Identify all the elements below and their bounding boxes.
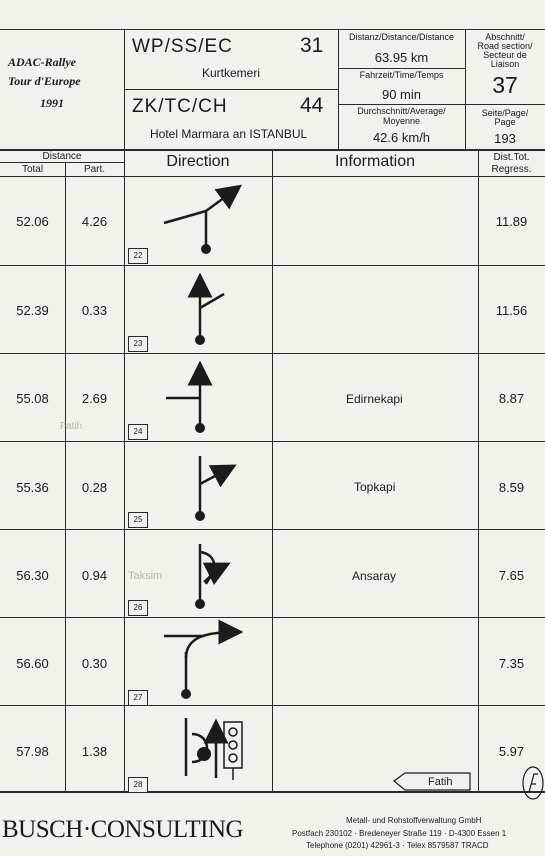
- row-number: 23: [128, 336, 148, 352]
- rally-name-line2: Tour d'Europe: [8, 74, 81, 88]
- wp-place: Kurtkemeri: [202, 66, 261, 80]
- footer-line1: Metall- und Rohstoffverwaltung GmbH: [346, 816, 482, 825]
- direction-diagram: [124, 442, 272, 530]
- row-part: 1.38: [81, 744, 108, 759]
- zk-number: 44: [300, 94, 324, 117]
- row-part: 0.28: [81, 480, 108, 495]
- row-part: 4.26: [81, 214, 108, 229]
- wp-number: 31: [300, 34, 324, 57]
- row-part: 0.33: [81, 303, 108, 318]
- distance-value: 63.95 km: [374, 50, 429, 65]
- row-total: 52.39: [16, 303, 49, 318]
- direction-diagram: [124, 354, 272, 442]
- info-label: Ansaray: [352, 569, 397, 583]
- page-label-1: Seite/Page/: [481, 108, 529, 118]
- direction-diagram: [124, 266, 272, 354]
- row-total: 55.36: [16, 480, 49, 495]
- col-distance: Distance: [42, 151, 82, 162]
- row-total: 56.30: [16, 568, 49, 583]
- time-label: Fahrzeit/Time/Temps: [359, 70, 444, 80]
- col-regress-2: Regress.: [491, 164, 532, 175]
- row-total: 56.60: [16, 656, 49, 671]
- col-direction: Direction: [166, 153, 230, 170]
- col-regress-1: Dist.Tot.: [493, 152, 530, 163]
- row-total: 52.06: [16, 214, 49, 229]
- direction-diagram: [124, 706, 272, 794]
- avg-value: 42.6 km/h: [372, 130, 431, 145]
- avg-label-1: Durchschnitt/Average/: [357, 106, 446, 116]
- row-total: 55.08: [16, 391, 49, 406]
- time-value: 90 min: [381, 87, 422, 102]
- col-information: Information: [334, 153, 416, 170]
- avg-label-2: Moyenne: [382, 116, 421, 126]
- row-regress: 7.65: [498, 568, 525, 583]
- row-regress: 11.89: [495, 214, 528, 229]
- rally-year: 1991: [40, 96, 64, 110]
- col-part: Part.: [83, 164, 106, 175]
- direction-diagram: [124, 177, 272, 265]
- page-label-2: Page: [494, 117, 516, 127]
- rally-name-line1: ADAC-Rallye: [8, 55, 76, 69]
- footer-line3: Telephone (0201) 42961-3 · Telex 8579587 TRACD: [306, 841, 489, 850]
- section-value: 37: [492, 72, 518, 98]
- section-label-3: Secteur de: [483, 50, 527, 60]
- row-number: 25: [128, 512, 148, 528]
- info-label: Topkapi: [354, 480, 396, 494]
- signature-mark: [522, 766, 544, 800]
- direction-diagram: [124, 618, 272, 706]
- row-number: 22: [128, 248, 148, 264]
- direction-diagram: [124, 530, 272, 618]
- row-part: 0.30: [81, 656, 108, 671]
- section-label-1: Abschnitt/: [485, 32, 525, 42]
- info-note: Fatih: [428, 776, 453, 788]
- footer-logo: BUSCH·CONSULTING: [2, 816, 244, 843]
- col-total: Total: [21, 164, 44, 175]
- distance-label: Distanz/Distance/Distance: [348, 32, 455, 42]
- ghost-taksim: Taksim: [128, 570, 163, 582]
- row-regress: 11.56: [495, 303, 528, 318]
- row-total: 57.98: [16, 744, 49, 759]
- info-label: Edirnekapi: [346, 392, 403, 406]
- row-number: 27: [128, 690, 148, 706]
- zk-label: ZK/TC/CH: [132, 96, 228, 117]
- section-label-4: Liaison: [490, 59, 520, 69]
- row-number: 28: [128, 777, 148, 793]
- zk-place: Hotel Marmara an ISTANBUL: [150, 127, 308, 141]
- row-regress: 8.87: [498, 391, 525, 406]
- section-label-2: Road section/: [477, 41, 533, 51]
- row-number: 26: [128, 600, 148, 616]
- wp-label: WP/SS/EC: [132, 36, 233, 57]
- row-part: 2.69: [81, 391, 108, 406]
- row-regress: 7.35: [498, 656, 525, 671]
- ghost-fatih: Fatih: [60, 421, 83, 432]
- page-value: 193: [494, 131, 516, 146]
- row-number: 24: [128, 424, 148, 440]
- row-part: 0.94: [81, 568, 108, 583]
- footer-line2: Postfach 230102 · Bredeneyer Straße 119 · D-4300 Essen 1: [292, 829, 507, 838]
- row-regress: 8.59: [498, 480, 525, 495]
- row-regress: 5.97: [498, 744, 525, 759]
